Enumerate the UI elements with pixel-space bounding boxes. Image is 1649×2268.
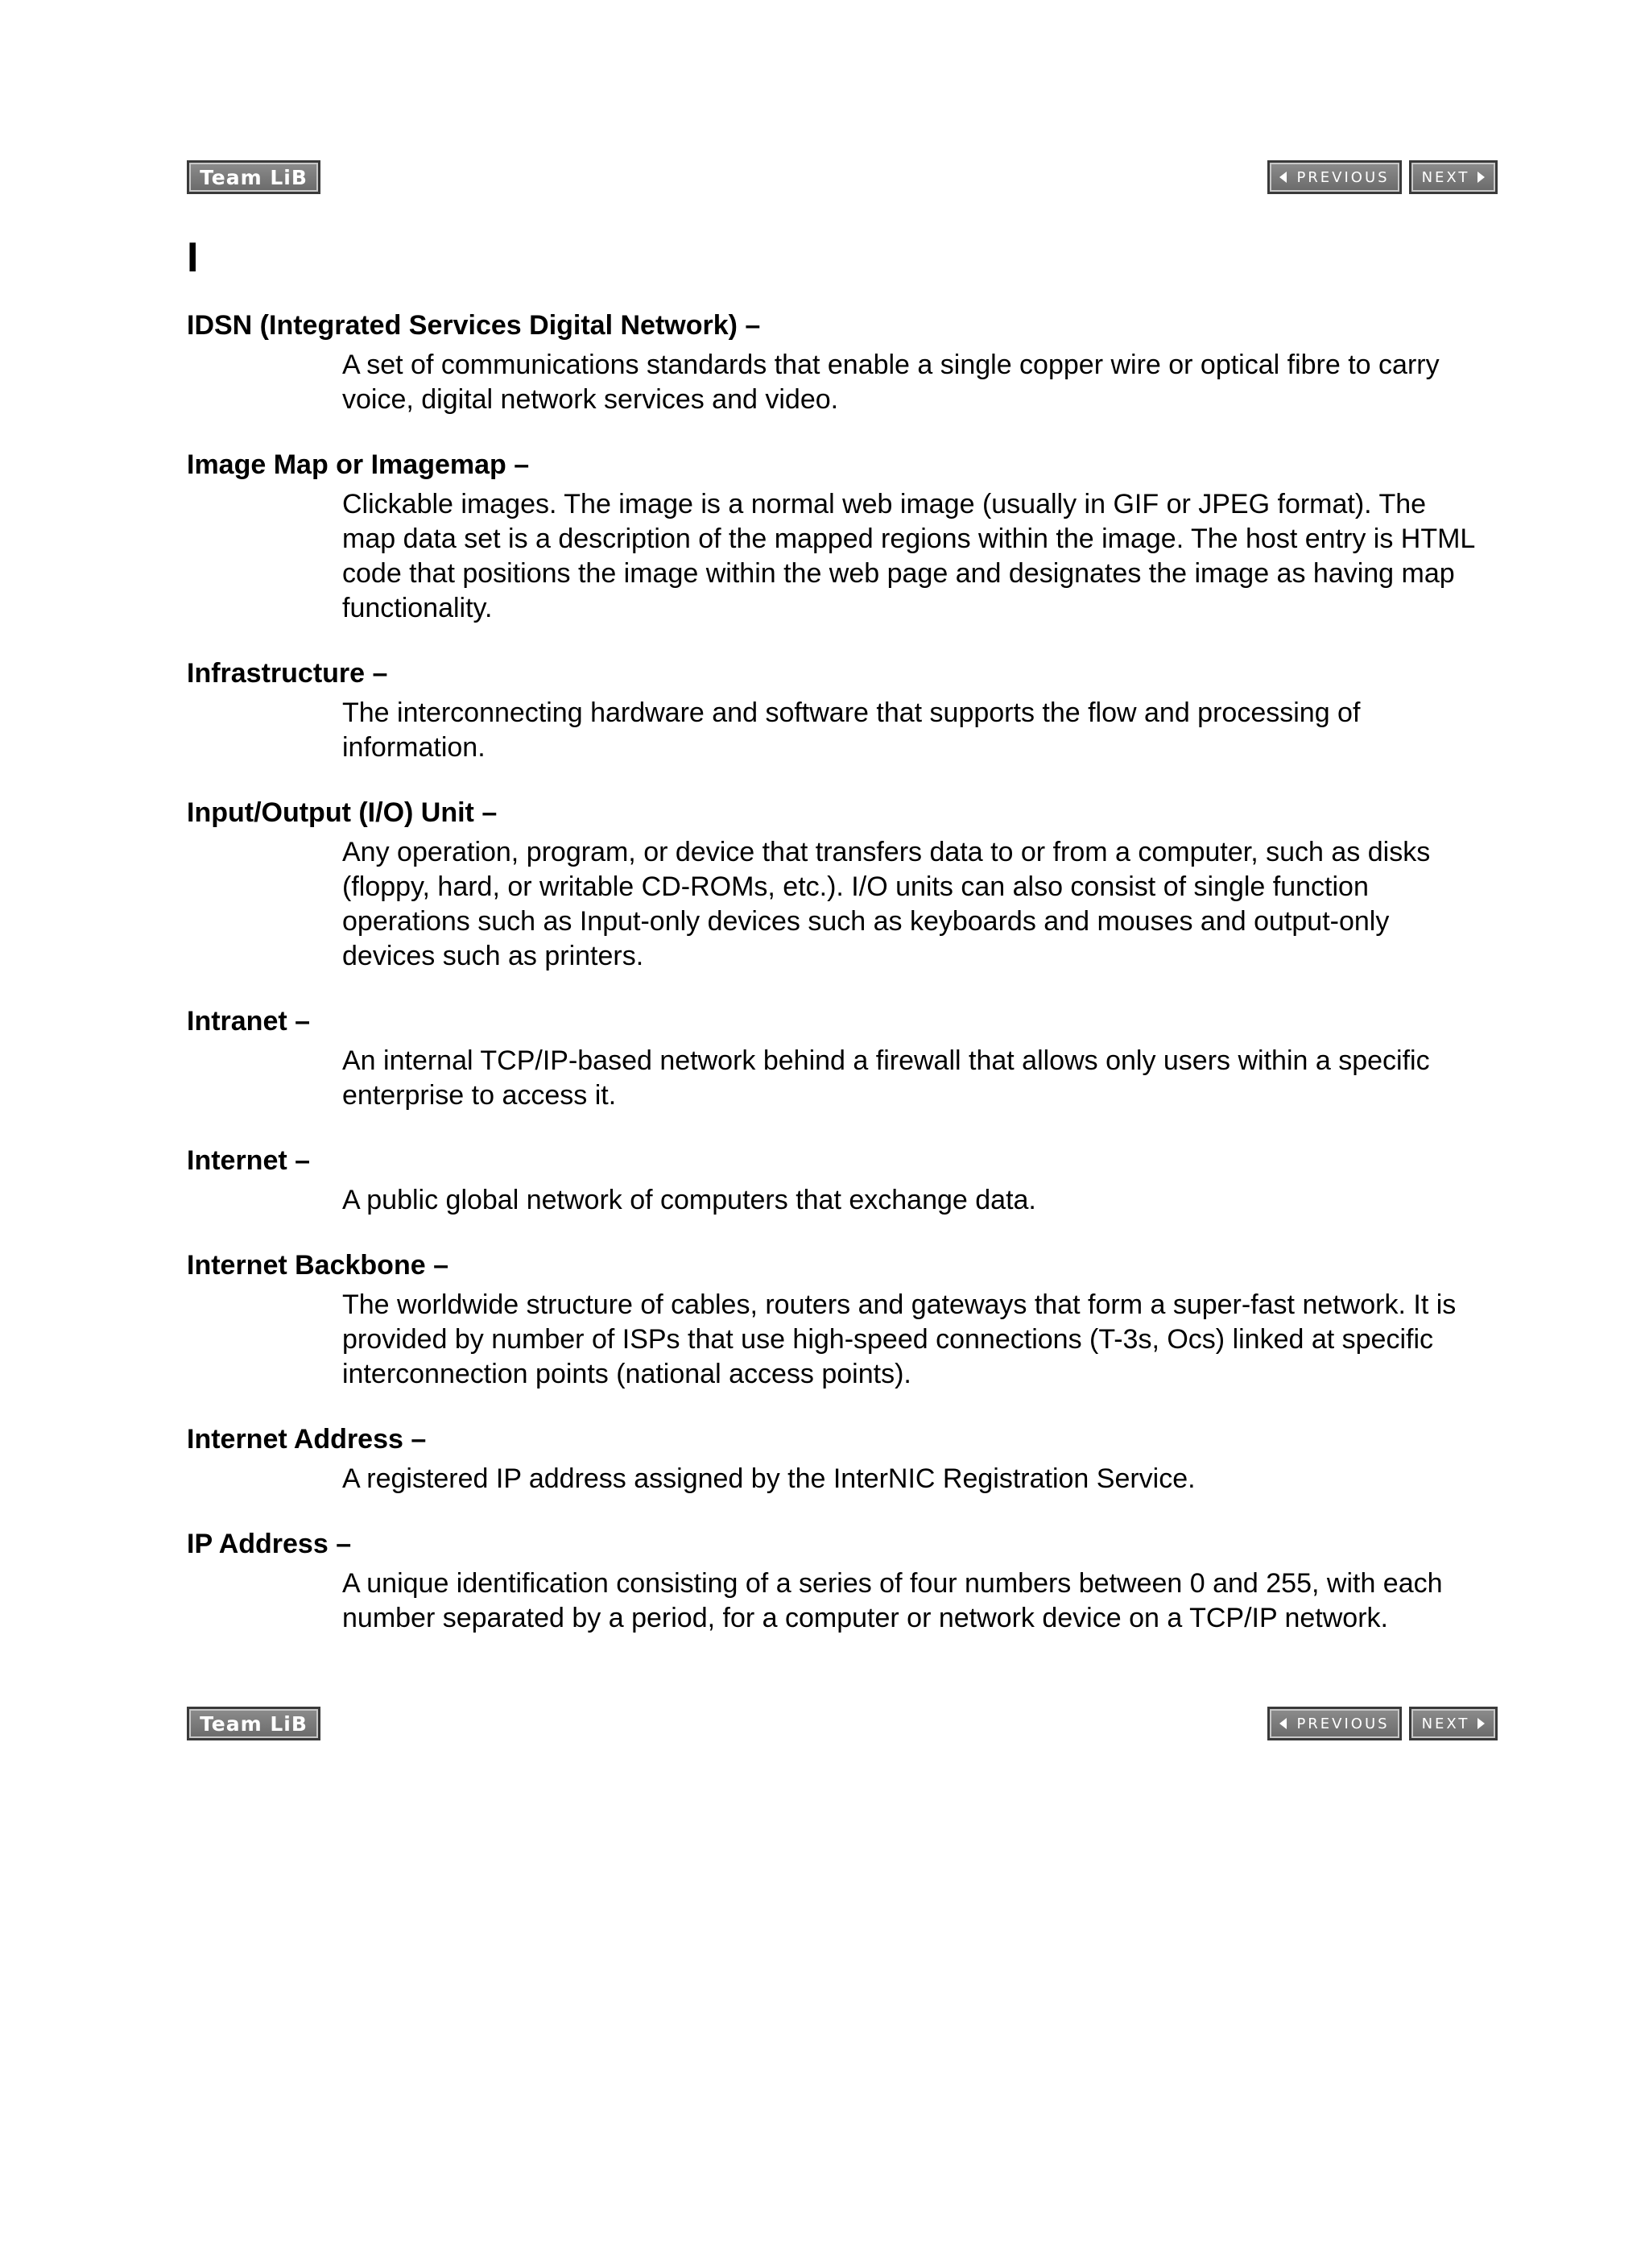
glossary-definition: The worldwide structure of cables, routers and gateways that form a super-fast network. It is provided by number of ISPs that use high-speed connections (T-3s, Ocs) linked at specific interconnection points (national access points).	[342, 1289, 1457, 1389]
glossary-entry	[187, 1143, 1491, 1218]
glossary-entry	[187, 1422, 1491, 1496]
team-lib-button[interactable]	[187, 160, 320, 194]
glossary-definition: Clickable images. The image is a normal web image (usually in GIF or JPEG format). The map data set is a description of the mapped regions within the image. The host entry is HTML code that positions the image within the web page and designates the image as having map functionality.	[342, 489, 1475, 623]
top-navigation	[187, 160, 1498, 194]
arrow-left-icon	[1279, 172, 1287, 183]
glossary-entry	[187, 1004, 1491, 1113]
team-lib-label: Team LiB	[200, 1711, 308, 1736]
glossary-entry	[187, 1248, 1491, 1392]
arrow-right-icon	[1477, 1718, 1485, 1729]
glossary-term: Intranet –	[187, 1006, 311, 1037]
bottom-navigation	[187, 1707, 1498, 1740]
glossary-definition: An internal TCP/IP-based network behind a firewall that allows only users within a specific enterprise to access it.	[342, 1045, 1430, 1111]
team-lib-button[interactable]	[187, 1707, 320, 1740]
glossary-definition: A unique identification consisting of a series of four numbers between 0 and 255, with each number separated by a period, for a computer or network device on a TCP/IP network.	[342, 1568, 1443, 1633]
next-button[interactable]	[1409, 160, 1498, 194]
glossary-definition: A set of communications standards that enable a single copper wire or optical fibre to carry voice, digital network services and video.	[342, 350, 1440, 415]
glossary-term: Input/Output (I/O) Unit –	[187, 797, 498, 828]
previous-button[interactable]	[1267, 160, 1402, 194]
arrow-right-icon	[1477, 172, 1485, 183]
next-label: NEXT	[1421, 1715, 1470, 1732]
glossary-entry	[187, 1526, 1491, 1636]
previous-label: PREVIOUS	[1296, 1715, 1390, 1732]
glossary-definition: The interconnecting hardware and software that supports the flow and processing of information.	[342, 697, 1361, 763]
glossary-term: Internet –	[187, 1145, 311, 1176]
glossary-list	[187, 308, 1491, 1636]
glossary-definition: Any operation, program, or device that transfers data to or from a computer, such as disks (floppy, hard, or writable CD-ROMs, etc.). I/O units can also consist of single function operations such as Input-only devices such as keyboards and mouses and output-only devices such as printers.	[342, 837, 1431, 971]
glossary-entry	[187, 447, 1491, 626]
glossary-term: Image Map or Imagemap –	[187, 449, 530, 480]
glossary-definition: A public global network of computers that exchange data.	[342, 1185, 1036, 1215]
previous-label: PREVIOUS	[1296, 168, 1390, 186]
next-label: NEXT	[1421, 168, 1470, 186]
section-heading: I	[187, 234, 199, 281]
glossary-term: Internet Address –	[187, 1424, 427, 1455]
glossary-definition: A registered IP address assigned by the InterNIC Registration Service.	[342, 1463, 1196, 1494]
glossary-entry	[187, 795, 1491, 974]
glossary-term: Infrastructure –	[187, 658, 388, 689]
glossary-entry	[187, 308, 1491, 417]
next-button[interactable]	[1409, 1707, 1498, 1740]
arrow-left-icon	[1279, 1718, 1287, 1729]
glossary-term: IP Address –	[187, 1529, 352, 1559]
previous-button[interactable]	[1267, 1707, 1402, 1740]
glossary-entry	[187, 656, 1491, 765]
glossary-term: IDSN (Integrated Services Digital Network) –	[187, 310, 761, 341]
team-lib-label: Team LiB	[200, 165, 308, 189]
glossary-term: Internet Backbone –	[187, 1250, 448, 1281]
